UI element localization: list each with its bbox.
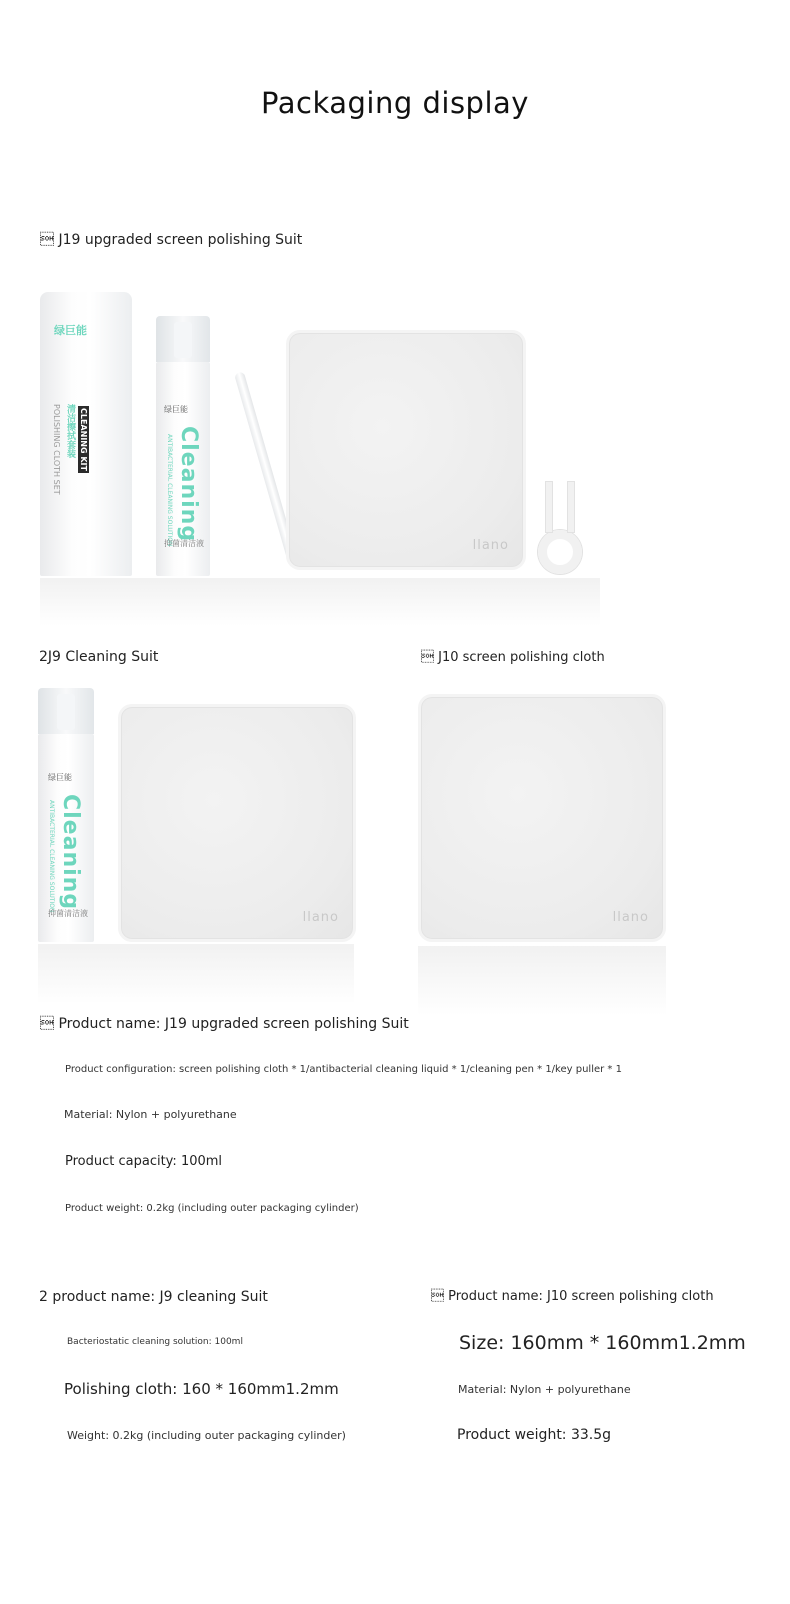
j9-product-image xyxy=(36,688,366,1008)
j10-weight: Product weight: 33.5g xyxy=(457,1427,612,1443)
bottle-brand: 绿巨能 xyxy=(164,405,188,414)
cylinder-package xyxy=(40,292,132,576)
tube-cn-label: 清洁擦拭套装 xyxy=(65,404,75,458)
key-puller-prong-right xyxy=(568,482,574,532)
bottle-word: Cleaning xyxy=(176,426,201,543)
bottle-sub: ANTIBACTERIAL CLEANING SOLUTION xyxy=(166,434,173,547)
j9-cloth: Polishing cloth: 160 * 160mm1.2mm xyxy=(64,1380,339,1398)
tube-sub-label: POLISHING CLOTH SET xyxy=(52,404,61,495)
section-heading-j19:  J19 upgraded screen polishing Suit xyxy=(40,232,303,248)
j19-capacity: Product capacity: 100ml xyxy=(65,1154,223,1169)
polishing-cloth xyxy=(118,704,356,942)
key-puller-prong-left xyxy=(546,482,552,532)
j10-product-name:  Product name: J10 screen polishing cloth xyxy=(431,1289,714,1304)
cloth-logo: llano xyxy=(302,910,339,925)
key-puller xyxy=(538,530,582,574)
polishing-cloth xyxy=(418,694,666,942)
reflection xyxy=(418,946,666,1016)
bottle-brand: 绿巨能 xyxy=(48,773,72,782)
j10-product-image xyxy=(416,694,668,1024)
polishing-cloth xyxy=(286,330,526,570)
j19-product-image xyxy=(38,286,658,626)
j9-product-name: 2 product name: J9 cleaning Suit xyxy=(39,1289,268,1305)
cloth-logo: llano xyxy=(612,910,649,925)
j9-weight: Weight: 0.2kg (including outer packaging cylinder) xyxy=(67,1429,346,1442)
bottle-word: Cleaning xyxy=(58,794,83,911)
j19-weight: Product weight: 0.2kg (including outer packaging cylinder) xyxy=(65,1203,359,1214)
cleaning-bottle xyxy=(156,316,210,576)
brand-logo: 绿巨能 xyxy=(54,324,87,337)
j10-size: Size: 160mm * 160mm1.2mm xyxy=(459,1332,746,1354)
reflection xyxy=(40,578,600,626)
page-title: Packaging display xyxy=(261,86,529,120)
reflection xyxy=(38,944,354,1004)
j19-material: Material: Nylon + polyurethane xyxy=(64,1108,237,1121)
section-heading-j10:  J10 screen polishing cloth xyxy=(421,650,605,665)
bottle-cn: 抑菌清洁液 xyxy=(48,909,88,918)
j9-solution: Bacteriostatic cleaning solution: 100ml xyxy=(67,1337,243,1347)
bottle-sub: ANTIBACTERIAL CLEANING SOLUTION xyxy=(48,800,55,913)
section-heading-j9: 2J9 Cleaning Suit xyxy=(39,649,159,665)
cloth-logo: llano xyxy=(472,538,509,553)
j10-material: Material: Nylon + polyurethane xyxy=(458,1383,631,1396)
j19-configuration: Product configuration: screen polishing cloth * 1/antibacterial cleaning liquid * 1/cleaning pen * 1/key puller * 1 xyxy=(65,1064,622,1075)
tube-badge: CLEANING KIT xyxy=(79,408,88,471)
bottle-cn: 抑菌清洁液 xyxy=(164,539,204,548)
j19-product-name:  Product name: J19 upgraded screen polishing Suit xyxy=(40,1016,409,1032)
cleaning-bottle xyxy=(38,688,94,942)
